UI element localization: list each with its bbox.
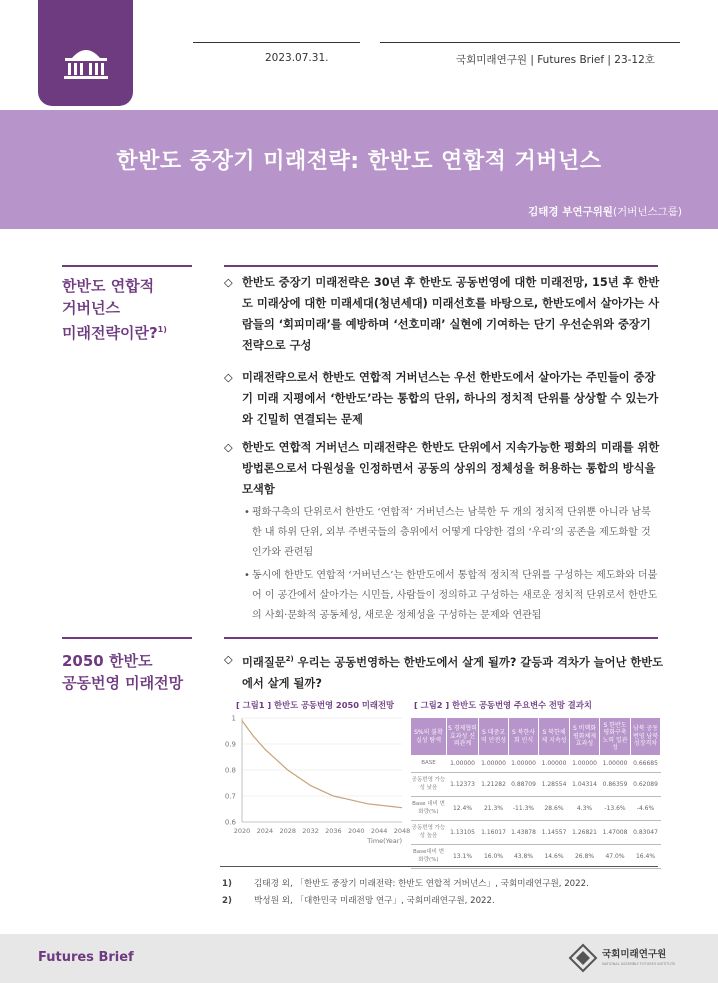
table-header-cell: 남북 공동번영 남북 성장격차 [631, 718, 661, 756]
table-cell: 0.86359 [600, 773, 631, 797]
table-header-cell: S%의 불확실성 탐색 [411, 718, 447, 756]
bullet-dot: • [244, 570, 250, 581]
table-cell: -11.3% [509, 797, 539, 821]
table-cell: 43.8% [509, 845, 539, 869]
section1-bullet-1 [244, 503, 659, 563]
x-tick-label: 2024 [256, 827, 274, 835]
table-cell: 1.00000 [447, 756, 479, 773]
footer-brand: Futures Brief [38, 950, 134, 965]
diamond-icon: ◇ [224, 276, 233, 289]
section1-bullet-2 [244, 566, 659, 626]
section2-title [62, 650, 183, 694]
bullet-text: 동시에 한반도 연합적 ‘거버넌스’는 한반도에서 통합적 정치적 단위를 구성하는 제도화와 더불어 이 공간에서 살아가는 시민들, 사람들이 정의하고 구성하는 새로운 정치적 단위로서 한반도의 사회·문화적 공동체성, 새로운 정체성을 구성하는 문제와 연관됨 [252, 570, 658, 621]
author-name: 김태경 부연구위원 [528, 206, 613, 218]
x-tick-label: 2036 [325, 827, 342, 835]
table-cell: 21.3% [479, 797, 509, 821]
x-tick-label: 2044 [370, 827, 388, 835]
table-cell: 1.00000 [479, 756, 509, 773]
question-text [224, 649, 664, 694]
figure1-title: [ 그림1 ] 한반도 공동번영 2050 미래전망 [236, 700, 394, 710]
bullet-dot: • [244, 507, 250, 518]
table-cell: 28.6% [539, 797, 570, 821]
section2-question [224, 649, 664, 694]
table-cell: 26.8% [570, 845, 600, 869]
paragraph-text: 한반도 연합적 거버넌스 미래전략은 한반도 단위에서 지속가능한 평화의 미래를 위한 방법론으로서 다원성을 인정하면서 공동의 상위의 정체성을 허용하는 통합의 방식을 모색함 [242, 441, 660, 496]
table-cell: 1.26821 [570, 821, 600, 845]
y-tick-label: 1 [231, 714, 236, 723]
line-chart [220, 710, 410, 880]
table-header-cell: S 북한체제 지속성 [539, 718, 570, 756]
x-tick-label: 2020 [233, 827, 251, 835]
diamond-icon: ◇ [224, 441, 233, 454]
x-axis-label: Time(Year) [367, 837, 402, 845]
table-cell: 1.16017 [479, 821, 509, 845]
footnote-rule [220, 866, 658, 867]
table-cell: 0.66685 [631, 756, 661, 773]
table-cell: 1.14557 [539, 821, 570, 845]
author [528, 204, 682, 219]
table-header-cell: S 경제협력 효과성 신뢰관계 [447, 718, 479, 756]
issue-date: 2023.07.31. [265, 52, 329, 64]
table-row [411, 821, 661, 845]
table-cell: 1.00000 [570, 756, 600, 773]
table-cell: 14.6% [539, 845, 570, 869]
section1-title-line1: 한반도 연합적 [62, 277, 155, 295]
y-tick-label: 0.9 [224, 740, 236, 749]
table-cell: 1.00000 [509, 756, 539, 773]
footnote-2 [222, 894, 495, 906]
x-tick-label: 2048 [393, 827, 410, 835]
assembly-building-icon [62, 44, 110, 82]
section1-rule-right [224, 265, 658, 267]
section1-paragraph-1 [224, 272, 664, 356]
table-cell: 47.0% [600, 845, 631, 869]
table-cell: 1.43878 [509, 821, 539, 845]
question-prefix: 미래질문 [242, 655, 286, 669]
table-cell: 12.4% [447, 797, 479, 821]
y-tick-label: 0.6 [224, 818, 236, 827]
footnote-number: 1) [222, 879, 232, 889]
section1-title-line3-wrap [62, 319, 167, 344]
table-header-cell: S 한반도 평화구축 노력 일관성 [600, 718, 631, 756]
table-cell: 0.83047 [631, 821, 661, 845]
question-footnote-ref: 2) [285, 655, 294, 663]
table-cell: 16.0% [479, 845, 509, 869]
section1-paragraph-3 [224, 437, 664, 500]
table-cell: 1.00000 [600, 756, 631, 773]
table-row [411, 773, 661, 797]
table-cell: 1.13105 [447, 821, 479, 845]
footer-org-name: 국회미래연구원 [602, 949, 667, 960]
table-cell: 1.04314 [570, 773, 600, 797]
table-row [411, 756, 661, 773]
table-cell: 4.3% [570, 797, 600, 821]
table-cell: 1.47008 [600, 821, 631, 845]
footnote-1 [222, 877, 589, 889]
section2-rule-left [62, 637, 192, 639]
table-header-cell: S 북한사회 인식 [509, 718, 539, 756]
figure2-title: [ 그림2 ] 한반도 공동번영 주요변수 전망 결과치 [414, 700, 592, 710]
section1-title-line2: 거버넌스 [62, 299, 120, 317]
table-cell: -4.6% [631, 797, 661, 821]
section1-paragraph-2 [224, 367, 664, 430]
footer-org-english: NATIONAL ASSEMBLY FUTURES INSTITUTE [602, 962, 676, 966]
y-tick-label: 0.7 [224, 792, 236, 801]
table-header-cell: S 비핵화 평화체제 효과성 [570, 718, 600, 756]
table-cell: 0.88709 [509, 773, 539, 797]
footnote-number: 2) [222, 896, 232, 906]
header-rule-right [380, 42, 680, 43]
author-dept: (거버넌스그룹) [612, 206, 682, 218]
table-cell: -13.6% [600, 797, 631, 821]
paragraph-text: 미래전략으로서 한반도 연합적 거버넌스는 우선 한반도에서 살아가는 주민들이 중장기 미래 지평에서 ‘한반도’라는 통합의 단위, 하나의 정치적 단위를 상상할 수 있는가와 긴밀히 연결되는 문제 [242, 371, 659, 426]
table-cell: 1.21282 [479, 773, 509, 797]
table-header-row [411, 718, 661, 756]
y-tick-label: 0.8 [224, 766, 236, 775]
x-tick-label: 2028 [279, 827, 296, 835]
institute-logo-icon [568, 943, 598, 973]
table-row-label: Base대비 변화량(%) [411, 845, 447, 869]
section2-rule-right [224, 637, 658, 639]
section2-title-line2: 공동번영 미래전망 [62, 674, 184, 692]
header-rule-left [193, 42, 360, 43]
section2-title-line1: 2050 한반도 [62, 652, 153, 670]
table-cell: 13.1% [447, 845, 479, 869]
table-row-label: 공동번영 가능성 높음 [411, 821, 447, 845]
question-body: 우리는 공동번영하는 한반도에서 살게 될까? 갈등과 격차가 늘어난 한반도에서 살게 될까? [242, 655, 664, 690]
section1-title-line3: 미래전략이란? [62, 324, 158, 342]
figure1-chart [220, 710, 410, 880]
footnote-text: 김태경 외, 「한반도 중장기 미래전략: 한반도 연합적 거버넌스」, 국회미래연구원, 2022. [254, 879, 589, 889]
x-tick-label: 2040 [348, 827, 365, 835]
table-row-label: 공동번영 가능성 낮음 [411, 773, 447, 797]
page-title: 한반도 중장기 미래전략: 한반도 연합적 거버넌스 [116, 149, 602, 174]
assembly-logo-tab [38, 0, 133, 106]
x-tick-label: 2032 [302, 827, 319, 835]
table-cell: 16.4% [631, 845, 661, 869]
table-cell: 1.00000 [539, 756, 570, 773]
figure2-table [410, 717, 661, 869]
diamond-icon: ◇ [224, 371, 233, 384]
footnote-text: 박성원 외, 「대한민국 미래전망 연구」, 국회미래연구원, 2022. [254, 896, 495, 906]
series-line [242, 721, 402, 808]
section1-rule-left [62, 265, 192, 267]
bullet-text: 평화구축의 단위로서 한반도 ‘연합적’ 거버넌스는 남북한 두 개의 정치적 단위뿐 아니라 남북한 내 하위 단위, 외부 주변국들의 층위에서 어떻게 다양한 겹의 ‘우리’의 공존을 제도화할 것인가와 관련됨 [252, 507, 651, 558]
table-cell: 1.12373 [447, 773, 479, 797]
table-header-cell: S 대중교역 안전성 [479, 718, 509, 756]
table-row [411, 845, 661, 869]
table-row-label: BASE [411, 756, 447, 773]
publication-info: 국회미래연구원 | Futures Brief | 23-12호 [456, 54, 655, 66]
table-cell: 1.28554 [539, 773, 570, 797]
table-row-label: Base 대비 변화량(%) [411, 797, 447, 821]
table-row [411, 797, 661, 821]
section1-footnote-ref: 1) [157, 325, 167, 334]
paragraph-text: 한반도 중장기 미래전략은 30년 후 한반도 공동번영에 대한 미래전망, 15년 후 한반도 미래상에 대한 미래세대(청년세대) 미래선호를 바탕으로, 한반도에서 살아가는 사람들의 ‘회피미래’를 예방하며 ‘선호미래’ 실현에 기여하는 단기 우선순위와 중장기 전략으로 구성 [242, 276, 660, 352]
table-cell: 0.62089 [631, 773, 661, 797]
diamond-icon: ◇ [224, 653, 233, 666]
section1-title [62, 275, 167, 344]
